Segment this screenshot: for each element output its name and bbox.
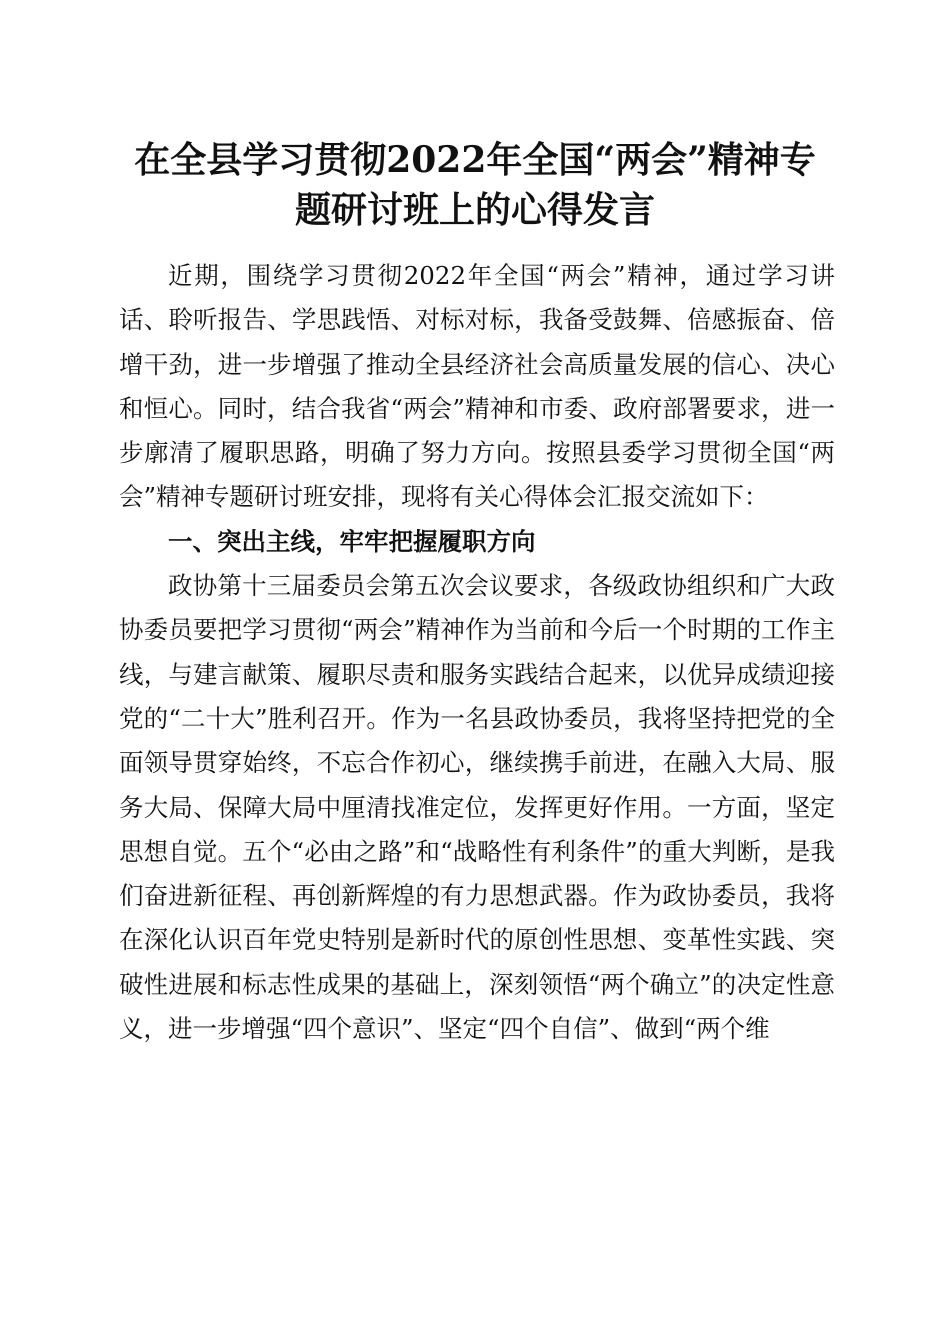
paragraph-intro: 近期，围绕学习贯彻2022年全国“两会”精神，通过学习讲话、聆听报告、学思践悟、对标对标，我备受鼓舞、倍感振奋、倍增干劲，进一步增强了推动全县经济社会高质量发展的信心、决心和恒心。同时，结合我省“两会”精神和市委、政府部署要求，进一步廓清了履职思路，明确了努力方向。按照县委学习贯彻全国“两会”精神专题研讨班安排，现将有关心得体会汇报交流如下： — [119, 261, 835, 512]
title-line-2: 题研讨班上的心得发言 — [294, 189, 655, 231]
document-body — [119, 254, 835, 1051]
document-title — [100, 135, 850, 235]
paragraph-section-1: 政协第十三届委员会第五次会议要求，各级政协组织和广大政协委员要把学习贯彻“两会”精神作为当前和今后一个时期的工作主线，与建言献策、履职尽责和服务实践结合起来，以优异成绩迎接党的“二十大”胜利召开。作为一名县政协委员，我将坚持把党的全面领导贯穿始终，不忘合作初心，继续携手前进，在融入大局、服务大局、保障大局中厘清找准定位，发挥更好作用。一方面，坚定思想自觉。五个“必由之路”和“战略性有利条件”的重大判断，是我们奋进新征程、再创新辉煌的有力思想武器。作为政协委员，我将在深化认识百年党史特别是新时代的原创性思想、变革性实践、突破性进展和标志性成果的基础上，深刻领悟“两个确立”的决定性意义，进一步增强“四个意识”、坚定“四个自信”、做到“两个维 — [119, 571, 835, 1044]
title-line-1: 在全县学习贯彻2022年全国“两会”精神专 — [134, 139, 816, 181]
section-heading-1: 一、突出主线，牢牢把握履职方向 — [168, 526, 536, 556]
